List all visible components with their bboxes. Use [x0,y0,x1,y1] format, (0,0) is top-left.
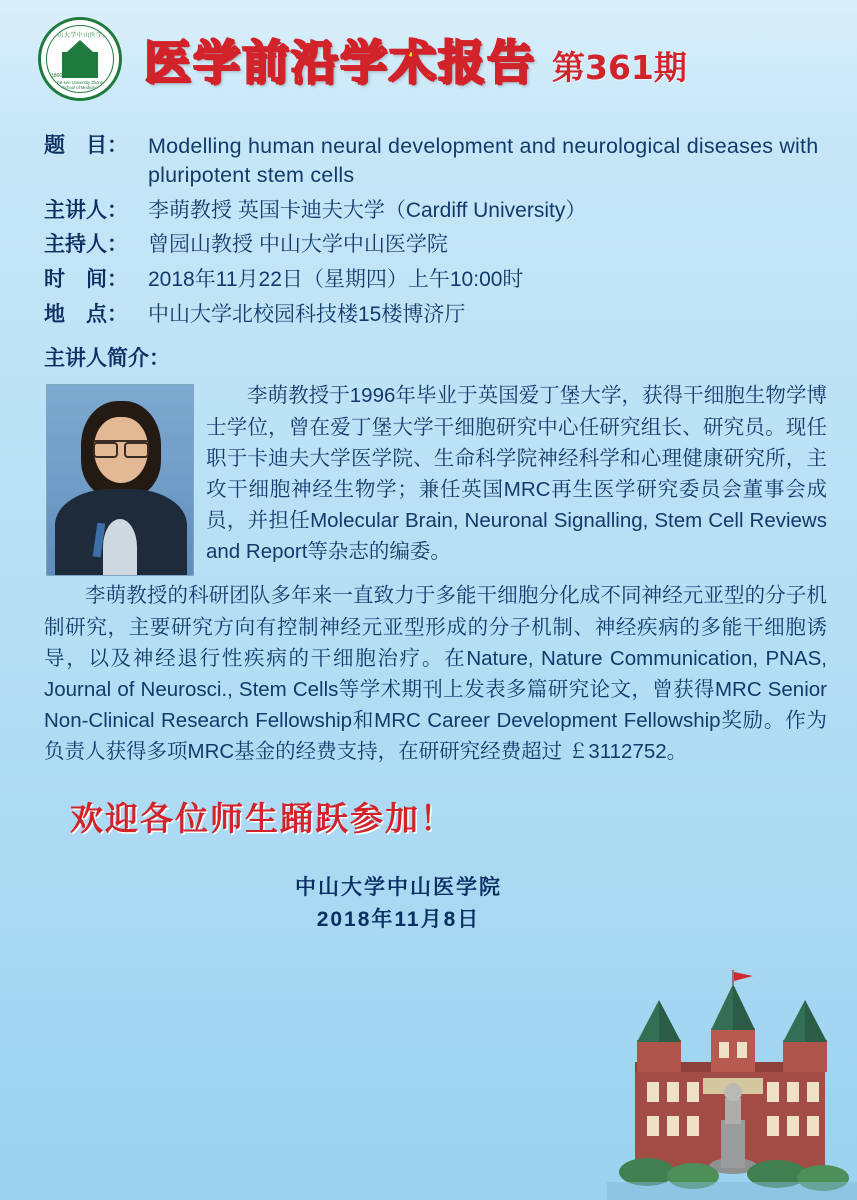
info-value-time: 2018年11月22日（星期四）上午10:00时 [148,268,524,292]
info-row-time [44,266,823,294]
bio-paragraph-2: 李萌教授的科研团队多年来一直致力于多能干细胞分化成不同神经元亚型的分子机制研究，主要研究方向有控制神经元亚型形成的分子机制、神经疾病的多能干细胞诱导，以及神经退行性疾病的干细胞治疗。在Nature, Nature Communication, PNAS, Journal of Neurosci., Stem Cells等学术期刊上发表多篇研究论文，曾获得MRC Senior Non-Clinical Research Fellowship和MRC Career Development Fellowship奖励。作为负责人获得多项MRC基金的经费支持，在研研究经费超过 ￡3112752。 [44,584,827,764]
bio-paragraph-1: 李萌教授于1996年毕业于英国爱丁堡大学，获得干细胞生物学博士学位，曾在爱丁堡大学干细胞研究中心任研究组长、研究员。现任职于卡迪夫大学医学院、生命科学院神经科学和心理健康研究所，主攻干细胞神经生物学；兼任英国MRC再生医学研究委员会董事会成员，并担任Molecular Brain, Neuronal Signalling, Stem Cell Reviews and Report等杂志的编委。 [206,384,827,564]
info-block [0,118,857,328]
info-value-place: 中山大学北校园科技楼15楼博济厅 [148,302,466,326]
info-label-time: 时 间： [44,268,128,292]
university-logo-icon [38,17,122,101]
info-row-place [44,301,823,329]
photo-glasses-icon [93,440,149,455]
info-label-topic: 题 目： [44,134,128,157]
info-value-topic: Modelling human neural development and neurological diseases with pluripotent stem cells [148,134,819,187]
info-row-topic [44,132,823,190]
issue-number: 第361期 [552,47,687,87]
poster-header [0,0,857,118]
speaker-photo [46,384,194,576]
logo-inner-circle [46,25,114,93]
logo-year: 1866 [51,73,63,79]
info-label-host: 主持人： [44,233,128,257]
logo-building-icon [62,52,98,78]
welcome-message: 欢迎各位师生踊跃参加！ [70,800,455,838]
info-label-speaker: 主讲人： [44,198,128,222]
campus-building-illustration [607,970,857,1200]
page-title: 医学前沿学术报告 [144,35,536,91]
title-wrap [144,26,687,93]
photo-shirt [103,519,137,575]
info-label-place: 地 点： [44,302,128,326]
bio-body [0,380,857,767]
signature-date: 2018年11月8日 [316,907,481,931]
info-value-host: 曾园山教授 中山大学中山医学院 [148,233,448,257]
logo-top-text: 中山大学中山医学院 [50,33,110,39]
signature-organization: 中山大学中山医学院 [295,876,502,900]
signature-block [0,872,857,935]
info-row-speaker [44,197,823,225]
info-value-speaker: 李萌教授 英国卡迪夫大学（Cardiff University） [148,198,587,222]
info-row-host [44,231,823,259]
bio-heading: 主讲人简介： [44,347,170,371]
logo-bottom-text: Sun Yat-sen University Zhongshan School of Medicine [47,80,113,90]
